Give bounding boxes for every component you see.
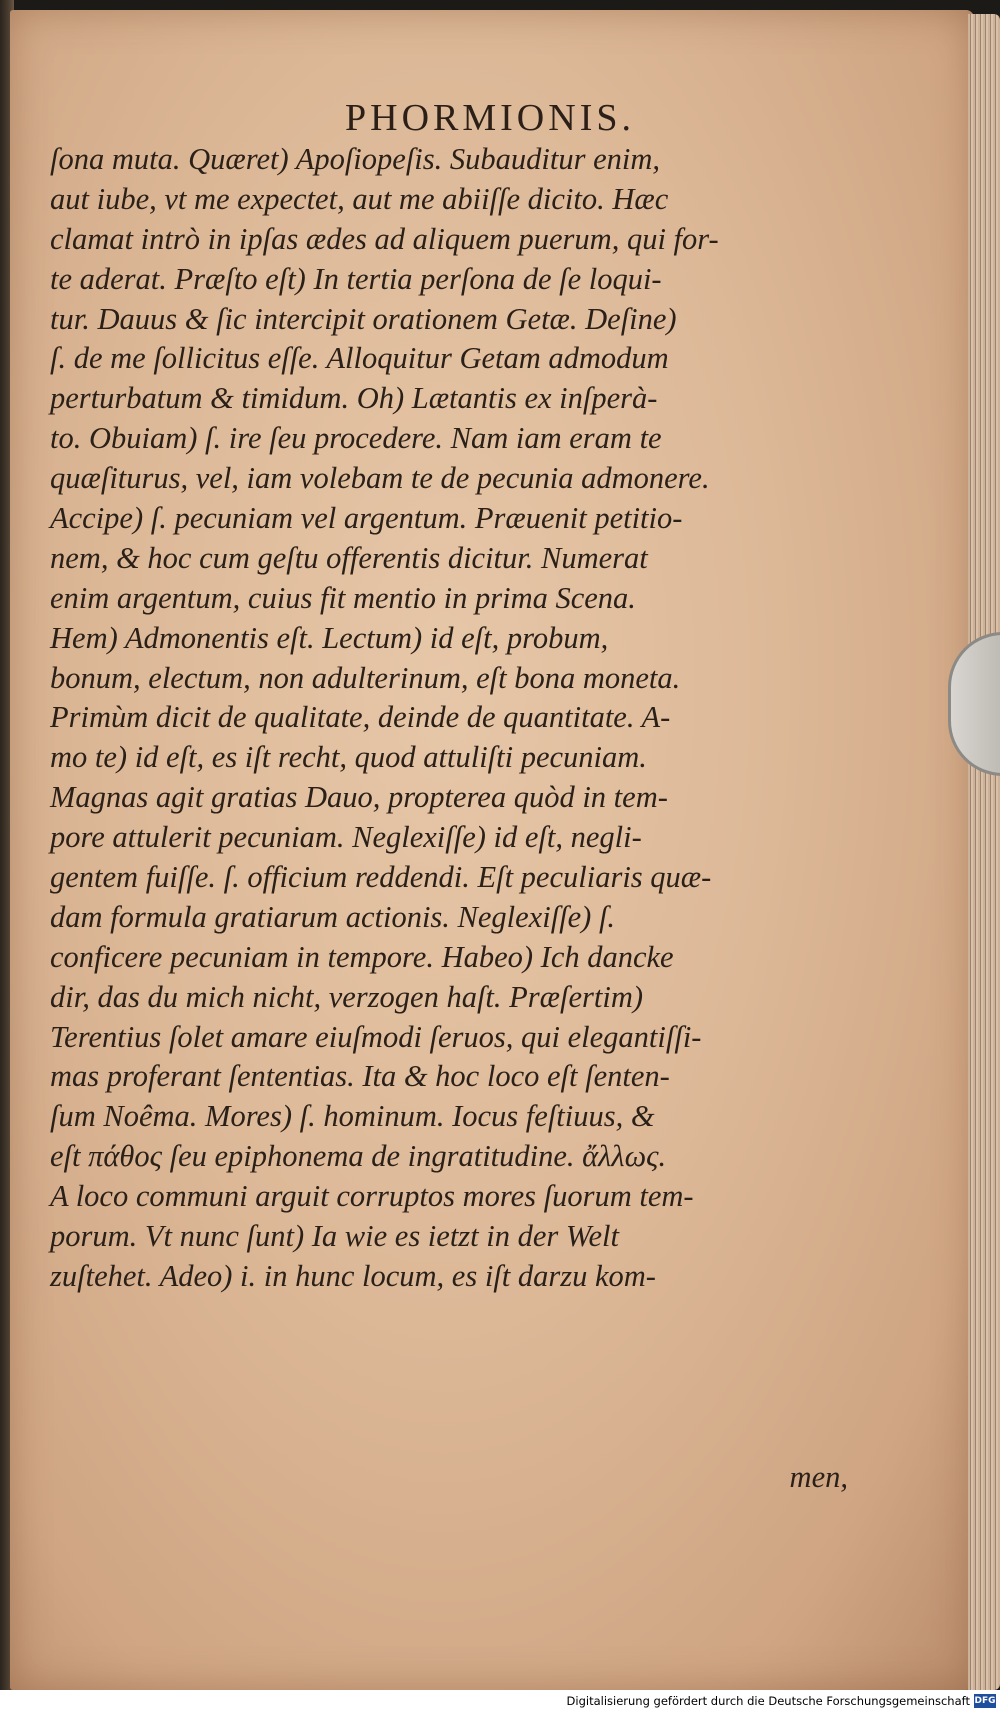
text-line: mas proferant ſententias. Ita & hoc loco eſt ſenten-: [50, 1059, 670, 1094]
text-line: te aderat. Præſto eſt) In tertia perſona de ſe loqui-: [50, 261, 662, 296]
catchword: men,: [789, 1460, 848, 1494]
text-line: mo te) id eſt, es iſt recht, quod attuliſti pecuniam.: [50, 740, 647, 775]
text-line: ſum Noêma. Mores) ſ. hominum. Iocus feſtiuus, &: [50, 1099, 655, 1134]
text-line: enim argentum, cuius fit mentio in prima Scena.: [50, 580, 636, 615]
text-line: ſona muta. Quæret) Apoſiopeſis. Subauditur enim,: [50, 142, 660, 176]
funding-credit: Digitalisierung gefördert durch die Deutsche Forschungsgemeinschaft: [566, 1694, 970, 1708]
text-line: aut iube, vt me expectet, aut me abiiſſe dicito. Hæc: [50, 181, 669, 216]
text-line: pore attulerit pecuniam. Neglexiſſe) id eſt, negli-: [50, 820, 642, 855]
text-line: Hem) Admonentis eſt. Lectum) id eſt, probum,: [50, 620, 609, 655]
dfg-logo: DFG: [974, 1696, 996, 1706]
text-line: ſ. de me ſollicitus eſſe. Alloquitur Getam admodum: [50, 341, 669, 376]
text-line: porum. Vt nunc ſunt) Ia wie es ietzt in der Welt: [50, 1219, 619, 1254]
text-line: bonum, electum, non adulterinum, eſt bona moneta.: [50, 660, 681, 695]
page-stack-edge: [968, 14, 1000, 1690]
footer-bar: [0, 1690, 1000, 1714]
page-text: [50, 140, 850, 1297]
text-line: zuſtehet. Adeo) i. in hunc locum, es iſt darzu kom-: [50, 1258, 656, 1293]
text-line: nem, & hoc cum geſtu offerentis dicitur. Numerat: [50, 540, 648, 575]
text-line: to. Obuiam) ſ. ire ſeu procedere. Nam iam eram te: [50, 421, 662, 456]
text-line: tur. Dauus & ſic intercipit orationem Getæ. Deſine): [50, 301, 677, 336]
text-line: quæſiturus, vel, iam volebam te de pecunia admonere.: [50, 461, 710, 496]
text-line: Primùm dicit de qualitate, deinde de quantitate. A-: [50, 700, 671, 735]
text-line: dir, das du mich nicht, verzogen haſt. Præſertim): [50, 979, 644, 1014]
text-line: conficere pecuniam in tempore. Habeo) Ich dancke: [50, 939, 674, 974]
text-line: A loco communi arguit corruptos mores ſuorum tem-: [50, 1179, 694, 1214]
text-line: perturbatum & timidum. Oh) Lætantis ex inſperà-: [50, 381, 658, 416]
running-head: PHORMIONIS.: [345, 97, 635, 139]
text-line: Magnas agit gratias Dauo, propterea quòd in tem-: [50, 780, 668, 815]
text-line: eſt πάθος ſeu epiphonema de ingratitudine. ἄλλως.: [50, 1139, 667, 1174]
text-line: Terentius ſolet amare eiuſmodi ſeruos, qui elegantiſſi-: [50, 1019, 702, 1054]
text-line: clamat intrò in ipſas ædes ad aliquem puerum, qui for-: [50, 221, 719, 256]
text-line: Accipe) ſ. pecuniam vel argentum. Præuenit petitio-: [50, 501, 683, 536]
text-line: dam formula gratiarum actionis. Neglexiſſe) ſ.: [50, 899, 616, 934]
text-line: gentem fuiſſe. ſ. officium reddendi. Eſt peculiaris quæ-: [50, 860, 712, 895]
